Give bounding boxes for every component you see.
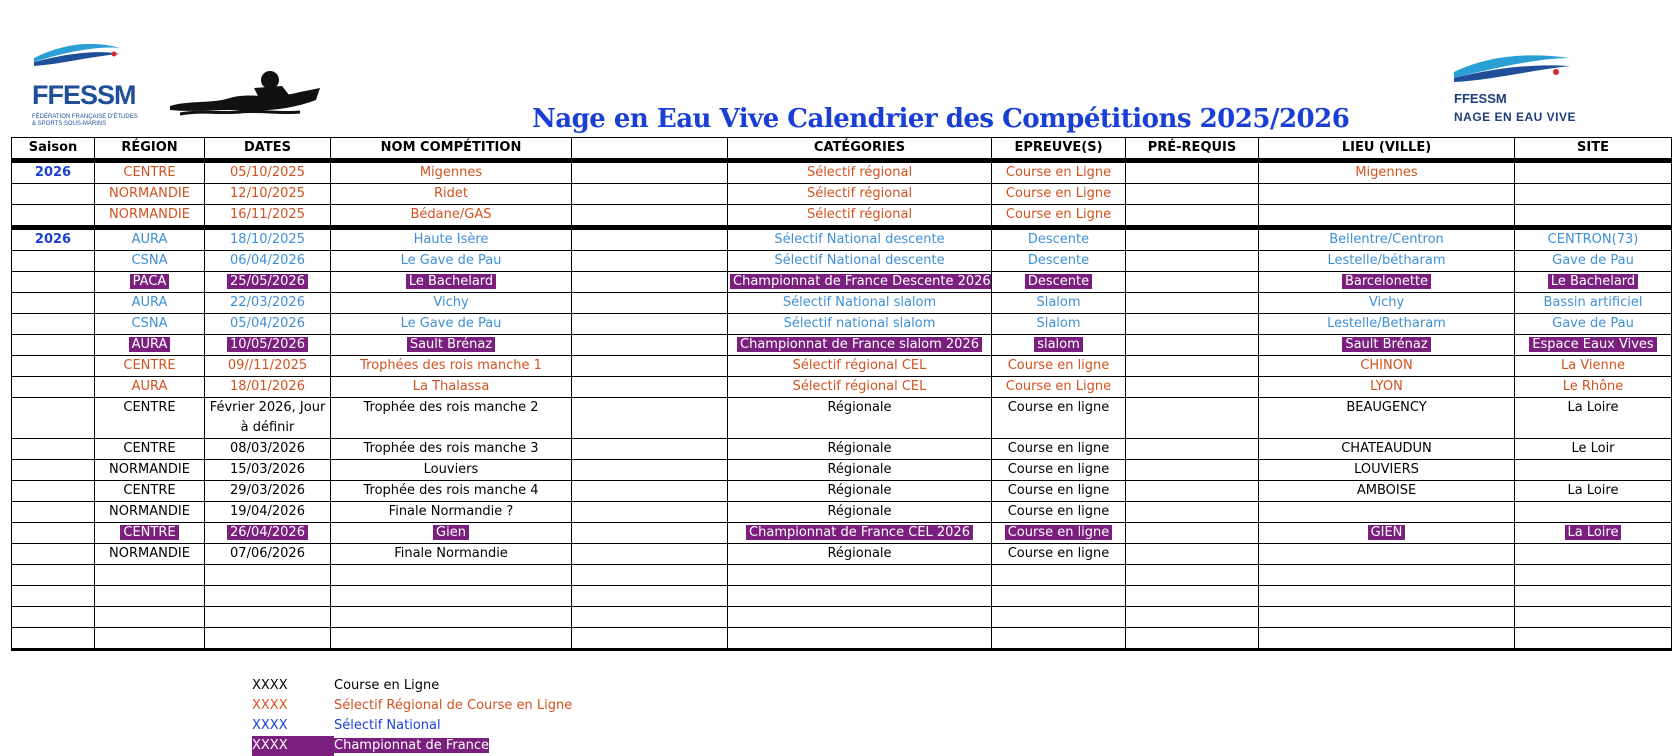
- cell-site: Bassin artificiel: [1515, 293, 1672, 314]
- cell-saison: [12, 205, 95, 228]
- cell-site: [1515, 502, 1672, 523]
- cell-saison: [12, 377, 95, 398]
- cell-region: CENTRE: [95, 356, 205, 377]
- cell-epreuve: Course en ligne: [992, 481, 1126, 502]
- cell-region: [95, 607, 205, 628]
- empty-cell: [572, 460, 728, 481]
- cell-cat: Sélectif régional: [728, 184, 992, 205]
- empty-cell: [572, 628, 728, 650]
- cell-nom: Haute Isère: [331, 228, 572, 251]
- cell-region: AURA: [95, 228, 205, 251]
- cell-site: CENTRON(73): [1515, 228, 1672, 251]
- cell-nom: [331, 523, 572, 544]
- cell-nom: [331, 607, 572, 628]
- cell-cat: Régionale: [728, 502, 992, 523]
- empty-cell: [572, 377, 728, 398]
- legend-label: Sélectif National: [334, 718, 441, 733]
- column-header: PRÉ-REQUIS: [1126, 138, 1259, 161]
- cell-epreuve: Slalom: [992, 293, 1126, 314]
- cell-cat: [728, 628, 992, 650]
- cell-date: 15/03/2026: [205, 460, 331, 481]
- cell-date: [205, 272, 331, 293]
- cell-saison: [12, 335, 95, 356]
- cell-nom: Le Gave de Pau: [331, 251, 572, 272]
- cell-saison: [12, 314, 95, 335]
- cell-nom: Le Gave de Pau: [331, 314, 572, 335]
- cell-date: 29/03/2026: [205, 481, 331, 502]
- table-row: [12, 502, 1672, 523]
- legend-label: Sélectif Régional de Course en Ligne: [334, 698, 573, 713]
- cell-prereq: [1126, 228, 1259, 251]
- championship-highlight: Espace Eaux Vives: [1529, 337, 1656, 352]
- cell-saison: [12, 251, 95, 272]
- column-header: CATÉGORIES: [728, 138, 992, 161]
- empty-cell: [572, 586, 728, 607]
- cell-saison: [12, 481, 95, 502]
- cell-cat: Régionale: [728, 398, 992, 439]
- cell-nom: [331, 565, 572, 586]
- championship-highlight: Course en ligne: [1005, 525, 1113, 540]
- championship-highlight: 26/04/2026: [227, 525, 308, 540]
- cell-prereq: [1126, 586, 1259, 607]
- cell-date: 08/03/2026: [205, 439, 331, 460]
- empty-cell: [572, 314, 728, 335]
- championship-highlight: Sault Brénaz: [1342, 337, 1430, 352]
- cell-date: 07/06/2026: [205, 544, 331, 565]
- cell-region: NORMANDIE: [95, 460, 205, 481]
- cell-nom: Migennes: [331, 161, 572, 184]
- table-row: [12, 377, 1672, 398]
- table-row: [12, 184, 1672, 205]
- championship-highlight: Championnat de France CEL 2026: [746, 525, 973, 540]
- table-row: [12, 251, 1672, 272]
- page-title: Nage en Eau Vive Calendrier des Compétitions 2025/2026: [532, 104, 1350, 134]
- cell-epreuve: Course en ligne: [992, 460, 1126, 481]
- cell-cat: Régionale: [728, 481, 992, 502]
- cell-region: CENTRE: [95, 439, 205, 460]
- cell-region: CENTRE: [95, 161, 205, 184]
- cell-date: [205, 523, 331, 544]
- cell-nom: Bédane/GAS: [331, 205, 572, 228]
- cell-region: NORMANDIE: [95, 205, 205, 228]
- cell-epreuve: Course en Ligne: [992, 205, 1126, 228]
- cell-prereq: [1126, 377, 1259, 398]
- championship-highlight: Championnat de France slalom 2026: [737, 337, 982, 352]
- cell-nom: Vichy: [331, 293, 572, 314]
- empty-cell: [572, 439, 728, 460]
- competition-calendar-table: [11, 137, 1672, 651]
- legend-code: XXXX: [252, 718, 288, 733]
- cell-saison: [12, 523, 95, 544]
- cell-prereq: [1126, 251, 1259, 272]
- cell-site: [1515, 460, 1672, 481]
- empty-cell: [572, 251, 728, 272]
- cell-prereq: [1126, 460, 1259, 481]
- cell-nom: [331, 335, 572, 356]
- cell-date: 16/11/2025: [205, 205, 331, 228]
- cell-prereq: [1126, 565, 1259, 586]
- cell-site: [1515, 607, 1672, 628]
- championship-highlight: slalom: [1034, 337, 1083, 352]
- cell-epreuve: Slalom: [992, 314, 1126, 335]
- cell-prereq: [1126, 205, 1259, 228]
- cell-nom: Trophées des rois manche 1: [331, 356, 572, 377]
- cell-epreuve: [992, 335, 1126, 356]
- cell-site: La Loire: [1515, 481, 1672, 502]
- empty-cell: [572, 184, 728, 205]
- cell-site: [1515, 161, 1672, 184]
- cell-prereq: [1126, 398, 1259, 439]
- cell-lieu: BEAUGENCY: [1259, 398, 1515, 439]
- table-row: [12, 586, 1672, 607]
- cell-nom: Finale Normandie: [331, 544, 572, 565]
- cell-lieu: [1259, 523, 1515, 544]
- cell-site: La Vienne: [1515, 356, 1672, 377]
- column-header: [572, 138, 728, 161]
- cell-nom: La Thalassa: [331, 377, 572, 398]
- cell-nom: [331, 272, 572, 293]
- cell-site: [1515, 523, 1672, 544]
- cell-nom: Ridet: [331, 184, 572, 205]
- cell-cat: Sélectif régional: [728, 161, 992, 184]
- championship-highlight: Descente: [1025, 274, 1092, 289]
- cell-saison: [12, 607, 95, 628]
- cell-prereq: [1126, 184, 1259, 205]
- empty-cell: [572, 161, 728, 184]
- cell-nom: [331, 628, 572, 650]
- cell-cat: Sélectif National slalom: [728, 293, 992, 314]
- empty-cell: [572, 565, 728, 586]
- cell-saison: [12, 586, 95, 607]
- table-row: [12, 628, 1672, 650]
- cell-site: Gave de Pau: [1515, 251, 1672, 272]
- cell-region: [95, 272, 205, 293]
- cell-prereq: [1126, 481, 1259, 502]
- cell-epreuve: Descente: [992, 251, 1126, 272]
- cell-cat: Sélectif régional CEL: [728, 356, 992, 377]
- cell-epreuve: Course en ligne: [992, 502, 1126, 523]
- cell-lieu: [1259, 628, 1515, 650]
- column-header: EPREUVE(S): [992, 138, 1126, 161]
- cell-saison: [12, 272, 95, 293]
- cell-date: 05/04/2026: [205, 314, 331, 335]
- table-row: [12, 356, 1672, 377]
- legend-item: [252, 736, 572, 756]
- championship-highlight: GIEN: [1368, 525, 1406, 540]
- ffessm-logo-right: [1452, 52, 1582, 132]
- cell-region: NORMANDIE: [95, 184, 205, 205]
- cell-lieu: [1259, 205, 1515, 228]
- cell-lieu: [1259, 565, 1515, 586]
- right-brand-subtitle: NAGE EN EAU VIVE: [1454, 110, 1577, 124]
- cell-region: AURA: [95, 377, 205, 398]
- left-brand-subtitle: FÉDÉRATION FRANÇAISE D'ÉTUDES & SPORTS SOUS-MARINS: [32, 114, 138, 127]
- legend-code: XXXX: [252, 698, 288, 713]
- cell-lieu: LYON: [1259, 377, 1515, 398]
- table-row: [12, 228, 1672, 251]
- cell-epreuve: [992, 628, 1126, 650]
- cell-lieu: [1259, 502, 1515, 523]
- cell-date: Février 2026, Jour à définir: [205, 398, 331, 439]
- cell-prereq: [1126, 607, 1259, 628]
- empty-cell: [572, 205, 728, 228]
- empty-cell: [572, 398, 728, 439]
- cell-date: 09//11/2025: [205, 356, 331, 377]
- cell-epreuve: [992, 272, 1126, 293]
- cell-site: [1515, 184, 1672, 205]
- cell-saison: [12, 356, 95, 377]
- cell-date: 12/10/2025: [205, 184, 331, 205]
- empty-cell: [572, 335, 728, 356]
- cell-cat: Sélectif régional: [728, 205, 992, 228]
- wave-logo-icon: [32, 40, 132, 72]
- cell-epreuve: Course en ligne: [992, 356, 1126, 377]
- empty-cell: [572, 272, 728, 293]
- cell-epreuve: [992, 523, 1126, 544]
- championship-highlight: 25/05/2026: [227, 274, 308, 289]
- cell-site: Le Rhône: [1515, 377, 1672, 398]
- cell-prereq: [1126, 502, 1259, 523]
- championship-highlight: PACA: [130, 274, 170, 289]
- table-row: [12, 314, 1672, 335]
- table-row: [12, 205, 1672, 228]
- cell-cat: Régionale: [728, 439, 992, 460]
- cell-site: La Loire: [1515, 398, 1672, 439]
- cell-prereq: [1126, 335, 1259, 356]
- cell-nom: Louviers: [331, 460, 572, 481]
- cell-nom: Trophée des rois manche 2: [331, 398, 572, 439]
- cell-lieu: AMBOISE: [1259, 481, 1515, 502]
- table-row: [12, 565, 1672, 586]
- legend-label: Championnat de France: [334, 738, 490, 753]
- empty-cell: [572, 502, 728, 523]
- championship-highlight: Sault Brénaz: [407, 337, 495, 352]
- cell-date: [205, 586, 331, 607]
- championship-highlight: AURA: [129, 337, 171, 352]
- cell-saison: [12, 460, 95, 481]
- cell-region: CSNA: [95, 251, 205, 272]
- cell-cat: Sélectif National descente: [728, 228, 992, 251]
- right-brand: FFESSM: [1454, 91, 1507, 106]
- table-row: [12, 607, 1672, 628]
- championship-highlight: Barcelonette: [1342, 274, 1431, 289]
- cell-cat: [728, 523, 992, 544]
- cell-epreuve: Course en Ligne: [992, 377, 1126, 398]
- cell-epreuve: [992, 565, 1126, 586]
- cell-lieu: [1259, 184, 1515, 205]
- cell-cat: [728, 272, 992, 293]
- cell-lieu: [1259, 544, 1515, 565]
- cell-saison: [12, 184, 95, 205]
- cell-epreuve: Course en Ligne: [992, 161, 1126, 184]
- cell-cat: Sélectif national slalom: [728, 314, 992, 335]
- championship-highlight: La Loire: [1565, 525, 1622, 540]
- empty-cell: [572, 293, 728, 314]
- legend-label: Course en Ligne: [334, 678, 440, 693]
- cell-cat: Sélectif régional CEL: [728, 377, 992, 398]
- cell-cat: [728, 335, 992, 356]
- championship-highlight: CENTRE: [120, 525, 178, 540]
- cell-epreuve: Course en ligne: [992, 544, 1126, 565]
- cell-date: 18/10/2025: [205, 228, 331, 251]
- cell-prereq: [1126, 161, 1259, 184]
- legend-item: [252, 676, 572, 696]
- cell-saison: [12, 439, 95, 460]
- cell-lieu: CHINON: [1259, 356, 1515, 377]
- cell-region: CENTRE: [95, 398, 205, 439]
- cell-prereq: [1126, 356, 1259, 377]
- cell-site: [1515, 272, 1672, 293]
- cell-site: [1515, 586, 1672, 607]
- empty-cell: [572, 523, 728, 544]
- cell-lieu: Lestelle/Betharam: [1259, 314, 1515, 335]
- cell-date: 05/10/2025: [205, 161, 331, 184]
- cell-prereq: [1126, 628, 1259, 650]
- swimmer-icon: [170, 70, 330, 124]
- cell-date: [205, 335, 331, 356]
- cell-region: CENTRE: [95, 481, 205, 502]
- table-row: [12, 335, 1672, 356]
- wave-logo-icon: [1452, 52, 1577, 88]
- ffessm-logo-left: [32, 40, 138, 130]
- empty-cell: [572, 228, 728, 251]
- cell-region: [95, 523, 205, 544]
- cell-saison: [12, 398, 95, 439]
- cell-prereq: [1126, 314, 1259, 335]
- cell-lieu: [1259, 607, 1515, 628]
- cell-epreuve: [992, 607, 1126, 628]
- cell-lieu: Lestelle/bétharam: [1259, 251, 1515, 272]
- legend-code: XXXX: [252, 678, 288, 693]
- cell-epreuve: Course en ligne: [992, 398, 1126, 439]
- cell-prereq: [1126, 293, 1259, 314]
- column-header: DATES: [205, 138, 331, 161]
- cell-prereq: [1126, 523, 1259, 544]
- cell-epreuve: [992, 586, 1126, 607]
- cell-saison: [12, 544, 95, 565]
- cell-site: [1515, 205, 1672, 228]
- cell-nom: Trophée des rois manche 4: [331, 481, 572, 502]
- championship-highlight: Le Bachelard: [1548, 274, 1638, 289]
- cell-site: [1515, 565, 1672, 586]
- cell-site: Gave de Pau: [1515, 314, 1672, 335]
- cell-date: 22/03/2026: [205, 293, 331, 314]
- cell-saison: [12, 502, 95, 523]
- cell-saison: [12, 628, 95, 650]
- cell-date: 18/01/2026: [205, 377, 331, 398]
- column-header: NOM COMPÉTITION: [331, 138, 572, 161]
- cell-lieu: Migennes: [1259, 161, 1515, 184]
- cell-prereq: [1126, 544, 1259, 565]
- cell-region: NORMANDIE: [95, 544, 205, 565]
- legend-code: XXXX: [252, 736, 334, 756]
- table-row: [12, 398, 1672, 439]
- cell-date: [205, 607, 331, 628]
- cell-site: [1515, 628, 1672, 650]
- column-header: SITE: [1515, 138, 1672, 161]
- column-header: RÉGION: [95, 138, 205, 161]
- table-row: [12, 460, 1672, 481]
- cell-region: NORMANDIE: [95, 502, 205, 523]
- cell-epreuve: Course en ligne: [992, 439, 1126, 460]
- cell-lieu: Bellentre/Centron: [1259, 228, 1515, 251]
- table-row: [12, 293, 1672, 314]
- cell-saison: [12, 293, 95, 314]
- cell-nom: Trophée des rois manche 3: [331, 439, 572, 460]
- cell-region: [95, 335, 205, 356]
- cell-region: [95, 586, 205, 607]
- left-brand: FFESSM: [32, 80, 136, 110]
- cell-lieu: [1259, 335, 1515, 356]
- cell-cat: Sélectif National descente: [728, 251, 992, 272]
- cell-lieu: [1259, 272, 1515, 293]
- cell-cat: Régionale: [728, 544, 992, 565]
- cell-site: [1515, 544, 1672, 565]
- cell-date: [205, 565, 331, 586]
- championship-highlight: 10/05/2026: [227, 337, 308, 352]
- table-row: [12, 481, 1672, 502]
- empty-cell: [572, 481, 728, 502]
- cell-region: AURA: [95, 293, 205, 314]
- cell-region: [95, 628, 205, 650]
- legend-item: [252, 716, 572, 736]
- cell-site: [1515, 335, 1672, 356]
- cell-lieu: [1259, 586, 1515, 607]
- championship-highlight: Gien: [433, 525, 469, 540]
- empty-cell: [572, 607, 728, 628]
- cell-date: 06/04/2026: [205, 251, 331, 272]
- table-row: [12, 523, 1672, 544]
- cell-cat: [728, 607, 992, 628]
- table-header-row: [12, 138, 1672, 161]
- championship-highlight: Championnat de France Descente 2026: [730, 274, 992, 289]
- cell-site: Le Loir: [1515, 439, 1672, 460]
- column-header: Saison: [12, 138, 95, 161]
- cell-nom: [331, 586, 572, 607]
- cell-epreuve: Course en Ligne: [992, 184, 1126, 205]
- cell-region: [95, 565, 205, 586]
- cell-lieu: Vichy: [1259, 293, 1515, 314]
- cell-cat: [728, 586, 992, 607]
- legend-item: [252, 696, 572, 716]
- table-row: [12, 544, 1672, 565]
- empty-cell: [572, 356, 728, 377]
- cell-saison: 2026: [12, 161, 95, 184]
- cell-region: CSNA: [95, 314, 205, 335]
- table-row: [12, 272, 1672, 293]
- cell-nom: Finale Normandie ?: [331, 502, 572, 523]
- cell-prereq: [1126, 272, 1259, 293]
- cell-saison: [12, 565, 95, 586]
- cell-date: [205, 628, 331, 650]
- cell-lieu: LOUVIERS: [1259, 460, 1515, 481]
- cell-date: 19/04/2026: [205, 502, 331, 523]
- column-header: LIEU (VILLE): [1259, 138, 1515, 161]
- cell-epreuve: Descente: [992, 228, 1126, 251]
- championship-highlight: Le Bachelard: [406, 274, 496, 289]
- cell-cat: [728, 565, 992, 586]
- legend: [252, 676, 572, 756]
- cell-saison: 2026: [12, 228, 95, 251]
- cell-prereq: [1126, 439, 1259, 460]
- cell-lieu: CHATEAUDUN: [1259, 439, 1515, 460]
- empty-cell: [572, 544, 728, 565]
- table-row: [12, 161, 1672, 184]
- cell-cat: Régionale: [728, 460, 992, 481]
- table-row: [12, 439, 1672, 460]
